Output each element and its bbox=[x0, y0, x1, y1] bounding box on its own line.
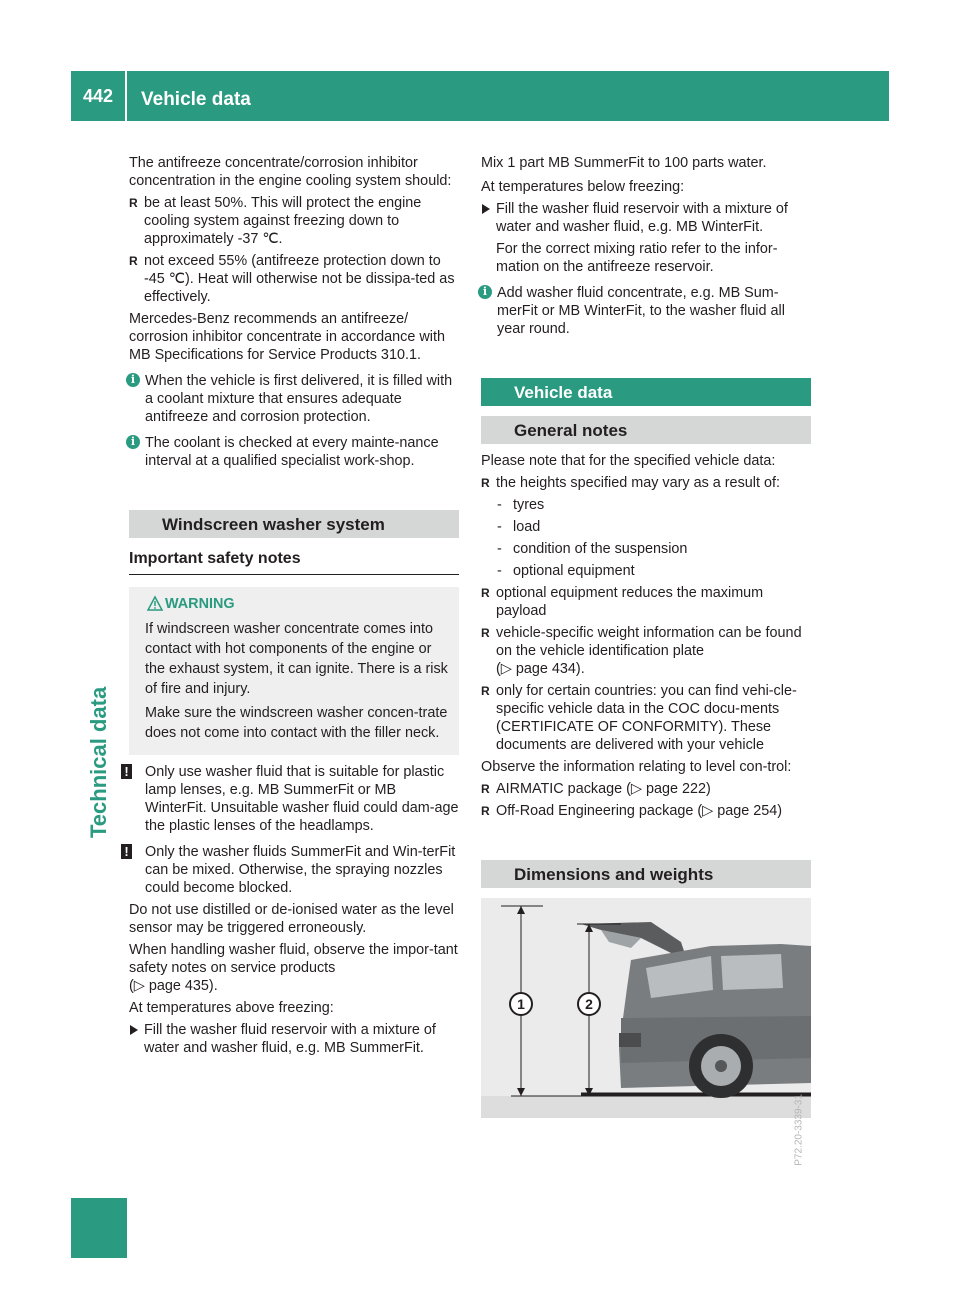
mix-text: Mix 1 part MB SummerFit to 100 parts water. bbox=[481, 155, 767, 171]
subsection-heading: Important safety notes bbox=[129, 548, 459, 575]
info-note-text: When the vehicle is first delivered, it is filled with a coolant mixture that ensures adequate antifreeze and corrosion protection. bbox=[145, 373, 453, 425]
info-note bbox=[129, 434, 459, 470]
handling-text-body: When handling washer fluid, observe the impor-tant safety notes on service products bbox=[129, 942, 458, 976]
header-divider bbox=[125, 71, 127, 121]
dash-item: - condition of the suspension bbox=[481, 540, 811, 558]
dash-item: - load bbox=[481, 518, 811, 536]
right-column bbox=[481, 154, 811, 1166]
page-reference-link[interactable]: page 435). bbox=[148, 978, 218, 994]
dash-item: - optional equipment bbox=[481, 562, 811, 580]
reference-label-2: 2 bbox=[585, 996, 593, 1012]
distilled-water-text: Do not use distilled or de-ionised water as the level sensor may be triggered erroneously. bbox=[129, 902, 454, 936]
section-heading: Vehicle data bbox=[481, 378, 811, 406]
side-tab-block bbox=[71, 1198, 127, 1258]
bullet-item bbox=[481, 780, 811, 798]
page-reference-link[interactable]: page 434). bbox=[515, 661, 585, 677]
warning-text: If windscreen washer concentrate comes into contact with hot components of the engine or the exhaust system, it can ignite. There is a risk of fire and injury. bbox=[145, 621, 448, 697]
info-note bbox=[129, 372, 459, 426]
left-column bbox=[124, 154, 459, 1061]
page-reference-link[interactable]: page 222) bbox=[645, 781, 711, 797]
subsection-heading: General notes bbox=[481, 416, 811, 444]
exclamation-icon: ! bbox=[121, 844, 132, 859]
page-ref-arrow-icon: ▷ bbox=[702, 803, 714, 819]
side-tab-label bbox=[76, 686, 116, 858]
page-number: 442 bbox=[82, 86, 114, 106]
page-ref-arrow-icon: ▷ bbox=[500, 661, 512, 677]
intro-text: The antifreeze concentrate/corrosion inhibitor concentration in the engine cooling system should: bbox=[129, 155, 452, 189]
warning-text: Make sure the windscreen washer concen-trate does not come into contact with the filler neck. bbox=[145, 705, 448, 741]
instruction-step: Fill the washer fluid reservoir with a mixture of water and washer fluid, e.g. MB SummerFit. bbox=[129, 1021, 459, 1057]
info-note-text: Add washer fluid concentrate, e.g. MB Sum-merFit or MB WinterFit, to the washer fluid all year round. bbox=[497, 285, 785, 337]
caution-note bbox=[124, 763, 459, 835]
bullet-item: R only for certain countries: you can find vehi-cle-specific vehicle data in the COC docu-ments (CERTIFICATE OF CONFORMITY). These documents are delivered with your vehicle bbox=[481, 682, 811, 754]
caution-note-text: Only use washer fluid that is suitable for plastic lamp lenses, e.g. MB SummerFit or MB WinterFit. Unsuitable washer fluid could dam-age the plastic lenses of the headlamps. bbox=[145, 764, 459, 834]
info-icon: i bbox=[126, 435, 140, 449]
page-title: Vehicle data bbox=[141, 89, 251, 110]
info-icon: i bbox=[126, 373, 140, 387]
warning-title bbox=[145, 595, 451, 613]
side-tab-text: Technical data bbox=[86, 686, 111, 838]
info-note bbox=[481, 284, 811, 338]
instruction-step: Fill the washer fluid reservoir with a mixture of water and washer fluid, e.g. MB WinterFit. bbox=[481, 200, 811, 236]
bullet-item: R vehicle-specific weight information can be found on the vehicle identification plate (▷ page 434). bbox=[481, 624, 811, 678]
below-freezing-text: At temperatures below freezing: bbox=[481, 179, 685, 195]
warning-box bbox=[129, 587, 459, 755]
figure-code: P72.20-3339-31 bbox=[794, 1094, 805, 1166]
bullet-item bbox=[481, 802, 811, 820]
handling-text: When handling washer fluid, observe the impor-tant safety notes on service products (▷ page 435). bbox=[129, 942, 458, 994]
exclamation-icon: ! bbox=[121, 764, 132, 779]
bullet-text: Off-Road Engineering package ( bbox=[496, 803, 703, 819]
reference-label-1: 1 bbox=[517, 996, 525, 1012]
vehicle-illustration bbox=[481, 898, 811, 1118]
bullet-item: R not exceed 55% (antifreeze protection down to -45 ℃). Heat will otherwise not be dissipa-ted as effectively. bbox=[129, 252, 459, 306]
info-icon: i bbox=[478, 285, 492, 299]
level-control-intro: Observe the information relating to level con-trol: bbox=[481, 759, 792, 775]
section-heading: Windscreen washer system bbox=[129, 510, 459, 538]
caution-note bbox=[124, 843, 459, 897]
warning-triangle-icon bbox=[147, 596, 163, 611]
bullet-text: AIRMATIC package ( bbox=[496, 781, 631, 797]
page-ref-arrow-icon: ▷ bbox=[133, 978, 145, 994]
warning-title-text: WARNING bbox=[165, 596, 235, 612]
page-reference-link[interactable]: page 254) bbox=[717, 803, 783, 819]
info-note-text: The coolant is checked at every mainte-nance interval at a qualified specialist work-shop. bbox=[145, 435, 439, 469]
vehicle-dimensions-figure bbox=[481, 898, 811, 1166]
bullet-text: vehicle-specific weight information can be found on the vehicle identification plate bbox=[496, 625, 802, 659]
general-intro: Please note that for the specified vehicle data: bbox=[481, 453, 776, 469]
section-heading: Dimensions and weights bbox=[481, 860, 811, 888]
step-note: For the correct mixing ratio refer to the infor-mation on the antifreeze reservoir. bbox=[496, 241, 778, 275]
dash-item: - tyres bbox=[481, 496, 811, 514]
bullet-item: R be at least 50%. This will protect the engine cooling system against freezing down to approximately -37 ℃. bbox=[129, 194, 459, 248]
recommendation-text: Mercedes-Benz recommends an antifreeze/ corrosion inhibitor concentrate in accordance with MB Specifications for Service Products 310.1. bbox=[129, 311, 445, 363]
above-freezing-text: At temperatures above freezing: bbox=[129, 1000, 334, 1016]
bullet-item: R optional equipment reduces the maximum payload bbox=[481, 584, 811, 620]
bullet-item: R the heights specified may vary as a result of: bbox=[481, 474, 811, 492]
caution-note-text: Only the washer fluids SummerFit and Win-terFit can be mixed. Otherwise, the spraying nozzles could become blocked. bbox=[145, 844, 456, 896]
page-ref-arrow-icon: ▷ bbox=[630, 781, 642, 797]
